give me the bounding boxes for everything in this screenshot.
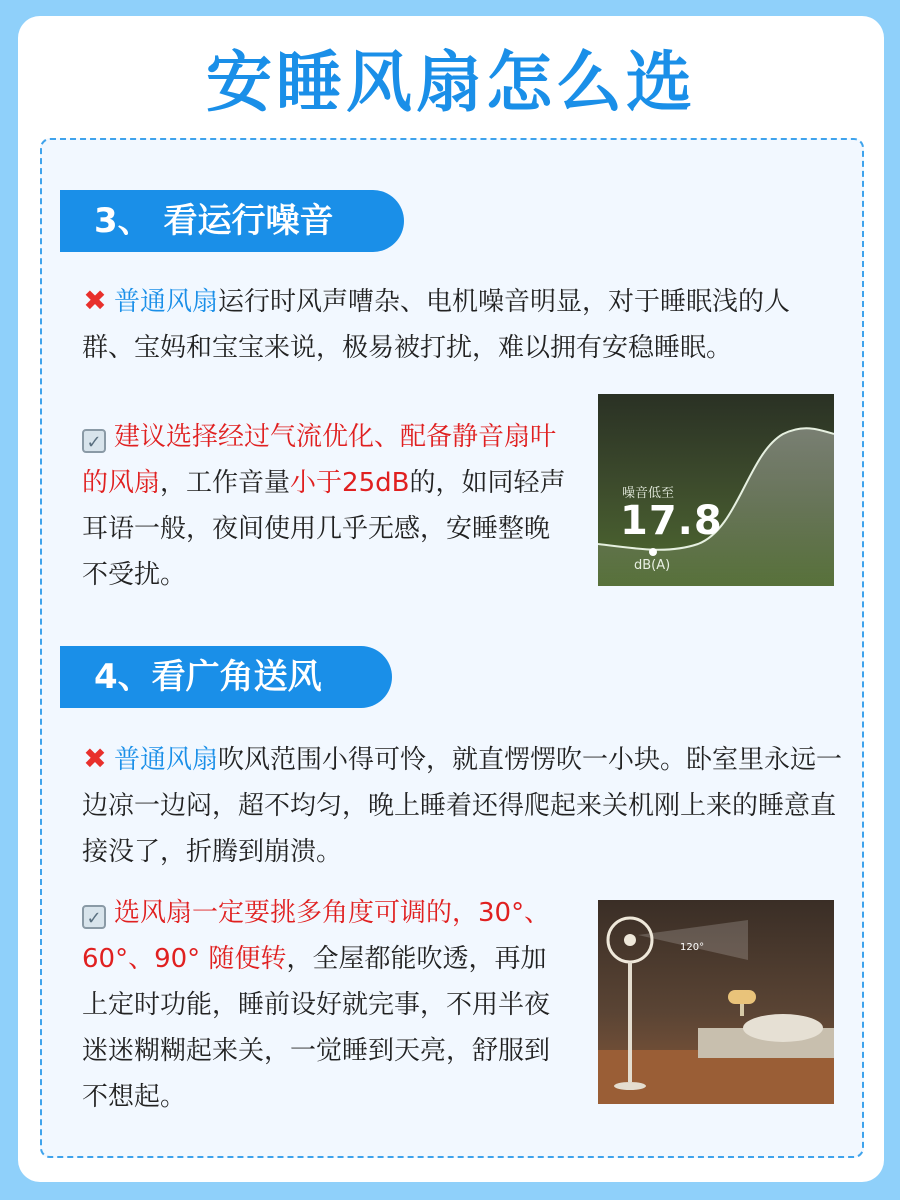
page-title: 安睡风扇怎么选	[206, 44, 696, 121]
bedroom-scene-graphic	[598, 900, 834, 1104]
noise-good-paragraph	[82, 414, 568, 598]
noise-bad-paragraph	[82, 278, 842, 371]
noise-unit: dB(A)	[634, 558, 671, 573]
good-text-2: 的，如同轻声耳语一般，夜间使用几乎无感，安睡整晚不受扰。	[82, 468, 566, 590]
bad-highlight: 普通风扇	[114, 745, 219, 775]
angle-bad-paragraph	[82, 736, 852, 875]
check-box-icon: ✓	[82, 429, 106, 453]
bedroom-fan-photo	[598, 900, 834, 1104]
good-highlight-1: 选风扇一定要挑多角度可调的，30°、60°、90° 随便转	[82, 898, 551, 974]
cross-mark-icon: ✖	[83, 284, 107, 317]
angle-good-paragraph	[82, 890, 568, 1120]
section-heading-noise: 3、 看运行噪音	[60, 190, 404, 252]
good-text-1: ，工作音量	[160, 468, 291, 498]
noise-value: 17.8	[620, 498, 723, 544]
angle-label: 120°	[680, 942, 705, 953]
good-text-1: ，全屋都能吹透，再加上定时功能，睡前设好就完事，不用半夜迷迷糊糊起来关，一觉睡到天亮，舒服到不想起。	[82, 944, 551, 1112]
cross-mark-icon: ✖	[83, 742, 107, 775]
noise-label: 噪音低至	[622, 486, 675, 501]
good-highlight-2: 小于25dB	[290, 468, 410, 498]
noise-level-photo	[598, 394, 834, 586]
section-heading-wide-angle: 4、看广角送风	[60, 646, 392, 708]
bad-text: 运行时风声嘈杂、电机噪音明显，对于睡眠浅的人群、宝妈和宝宝来说，极易被打扰，难以拥有安稳睡眠。	[82, 287, 791, 363]
bad-text: 吹风范围小得可怜，就直愣愣吹一小块。卧室里永远一边凉一边闷，超不均匀，晚上睡着还得爬起来关机刚上来的睡意直接没了，折腾到崩溃。	[82, 745, 843, 867]
check-box-icon: ✓	[82, 905, 106, 929]
good-highlight-1: 建议选择经过气流优化、配备静音扇叶的风扇	[82, 422, 557, 498]
bad-highlight: 普通风扇	[114, 287, 219, 317]
